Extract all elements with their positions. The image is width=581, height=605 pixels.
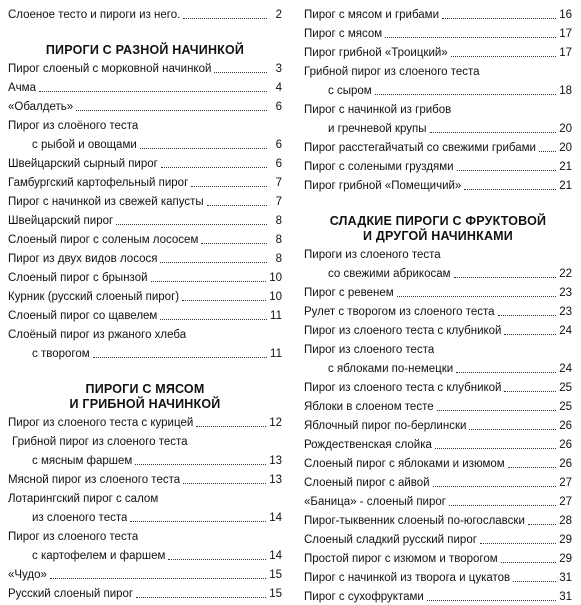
toc-entry	[304, 175, 572, 194]
toc-entry-title: с рыбой и овощами	[32, 139, 137, 151]
toc-entry	[8, 96, 282, 115]
toc-entry	[304, 548, 572, 567]
toc-entry-page: 23	[559, 306, 572, 318]
toc-entry-title: Слоеный пирог со щавелем	[8, 310, 158, 322]
toc-entry	[304, 301, 572, 320]
toc-list	[304, 4, 572, 194]
toc-entry-title: «Чудо»	[8, 569, 47, 581]
toc-entry	[304, 567, 572, 586]
toc-entry-page: 3	[275, 63, 282, 75]
toc-entry-page: 22	[559, 268, 572, 280]
toc-entry	[8, 191, 282, 210]
toc-entry	[304, 156, 572, 175]
leader-dots	[456, 372, 556, 373]
toc-entry-page: 24	[559, 325, 572, 337]
leader-dots	[191, 186, 267, 187]
leader-dots	[160, 319, 267, 320]
toc-entry-title: с сыром	[328, 85, 372, 97]
toc-entry	[8, 412, 282, 431]
spacer	[8, 362, 282, 382]
toc-entry	[8, 564, 282, 583]
toc-entry-title: и гречневой крупы	[328, 123, 427, 135]
toc-entry-page: 16	[559, 9, 572, 21]
toc-entry	[8, 4, 282, 23]
toc-entry-page: 7	[275, 196, 282, 208]
toc-entry-title: Яблочный пирог по-берлински	[304, 420, 467, 432]
toc-entry-page: 8	[275, 253, 282, 265]
toc-entry-title: Грибной пирог из слоеного теста	[304, 66, 480, 78]
toc-entry-title: «Баница» - слоеный пирог	[304, 496, 446, 508]
toc-list	[8, 58, 282, 362]
toc-entry-page: 20	[559, 123, 572, 135]
toc-entry-page: 17	[559, 47, 572, 59]
leader-dots	[207, 205, 267, 206]
toc-entry-page: 24	[559, 363, 572, 375]
leader-dots	[449, 505, 556, 506]
toc-entry-page: 26	[559, 420, 572, 432]
toc-entry	[8, 58, 282, 77]
toc-entry-title: Грибной пирог из слоеного теста	[12, 436, 188, 448]
toc-entry	[8, 583, 282, 602]
leader-dots	[469, 429, 556, 430]
leader-dots	[182, 300, 266, 301]
toc-entry-title: Яблоки в слоеном тесте	[304, 401, 434, 413]
toc-entry-page: 15	[269, 569, 282, 581]
toc-entry-page: 27	[559, 496, 572, 508]
toc-entry-title: Пирог из слоеного теста с клубникой	[304, 325, 502, 337]
toc-entry	[8, 286, 282, 305]
toc-entry-title: Лотарингский пирог с салом	[8, 493, 159, 505]
toc-entry-page: 8	[275, 215, 282, 227]
toc-entry-page: 15	[269, 588, 282, 600]
leader-dots	[50, 578, 266, 579]
leader-dots	[214, 72, 267, 73]
toc-entry-page: 6	[275, 139, 282, 151]
toc-entry	[8, 324, 282, 343]
toc-entry	[304, 23, 572, 42]
leader-dots	[375, 94, 557, 95]
toc-entry-title: с мясным фаршем	[32, 455, 133, 467]
toc-entry-title: Мясной пирог из слоеного теста	[8, 474, 181, 486]
toc-entry	[304, 510, 572, 529]
toc-entry	[8, 545, 282, 564]
toc-entry-title: Гамбургский картофельный пирог	[8, 177, 189, 189]
leader-dots	[168, 559, 266, 560]
section-title: ПИРОГИ С РАЗНОЙ НАЧИНКОЙ	[45, 43, 245, 57]
leader-dots	[160, 262, 267, 263]
toc-entry-title: Пирог грибной «Троицкий»	[304, 47, 448, 59]
toc-entry	[304, 377, 572, 396]
toc-entry	[304, 99, 572, 118]
leader-dots	[508, 467, 556, 468]
toc-entry-title: из слоеного теста	[32, 512, 128, 524]
toc-entry-title: Слоеный сладкий русский пирог	[304, 534, 477, 546]
toc-entry	[304, 320, 572, 339]
toc-entry-page: 7	[275, 177, 282, 189]
leader-dots	[93, 357, 267, 358]
toc-entry-title: Швейцарский сырный пирог	[8, 158, 158, 170]
toc-entry-page: 29	[559, 553, 572, 565]
toc-entry	[304, 434, 572, 453]
toc-entry-title: Слоеный пирог с айвой	[304, 477, 430, 489]
toc-entry	[8, 267, 282, 286]
leader-dots	[480, 543, 556, 544]
leader-dots	[427, 600, 556, 601]
toc-entry	[8, 172, 282, 191]
toc-entry	[304, 529, 572, 548]
toc-entry	[8, 134, 282, 153]
toc-entry-page: 6	[275, 158, 282, 170]
leader-dots	[397, 296, 557, 297]
toc-entry	[304, 4, 572, 23]
toc-entry	[304, 42, 572, 61]
section-title: И ГРИБНОЙ НАЧИНКОЙ	[69, 397, 221, 411]
toc-entry	[8, 343, 282, 362]
toc-entry-title: «Обалдеть»	[8, 101, 74, 113]
toc-entry-title: Рулет с творогом из слоеного теста	[304, 306, 495, 318]
leader-dots	[76, 110, 267, 111]
toc-entry	[8, 77, 282, 96]
toc-entry-page: 8	[275, 234, 282, 246]
toc-entry	[8, 488, 282, 507]
toc-entry-page: 31	[559, 591, 572, 603]
spacer	[8, 23, 282, 43]
toc-entry-page: 20	[559, 142, 572, 154]
leader-dots	[433, 486, 557, 487]
leader-dots	[201, 243, 267, 244]
section-title: ПИРОГИ С МЯСОМ	[85, 382, 205, 396]
toc-entry-page: 26	[559, 439, 572, 451]
leader-dots	[135, 464, 266, 465]
toc-entry-title: Курник (русский слоеный пирог)	[8, 291, 180, 303]
toc-entry-page: 4	[275, 82, 282, 94]
toc-entry-page: 18	[559, 85, 572, 97]
toc-entry-page: 21	[559, 180, 572, 192]
toc-entry	[8, 153, 282, 172]
toc-entry-title: со свежими абрикосам	[328, 268, 451, 280]
toc-entry-title: Пирог с начинкой из свежей капусты	[8, 196, 204, 208]
toc-entry-title: Пирог с начинкой из творога и цукатов	[304, 572, 511, 584]
toc-entry-title: с творогом	[32, 348, 90, 360]
toc-entry-page: 12	[269, 417, 282, 429]
toc-entry-title: Слоеный пирог с брынзой	[8, 272, 148, 284]
toc-entry-title: Пирог с начинкой из грибов	[304, 104, 452, 116]
toc-entry-page: 25	[559, 382, 572, 394]
toc-entry-title: Пирог с солеными груздями	[304, 161, 454, 173]
toc-entry	[304, 491, 572, 510]
toc-list	[8, 412, 282, 602]
toc-entry-page: 10	[269, 272, 282, 284]
toc-entry	[304, 453, 572, 472]
toc-entry-page: 10	[269, 291, 282, 303]
leader-dots	[498, 315, 557, 316]
leader-dots	[196, 426, 266, 427]
toc-entry-title: Пирог из двух видов лосося	[8, 253, 158, 265]
leader-dots	[136, 597, 266, 598]
toc-entry-page: 11	[270, 310, 282, 322]
toc-entry-title: Пирог расстегайчатый со свежими грибами	[304, 142, 536, 154]
leader-dots	[457, 170, 557, 171]
leader-dots	[539, 151, 556, 152]
leader-dots	[430, 132, 557, 133]
toc-entry-title: Пирог грибной «Помещичий»	[304, 180, 462, 192]
leader-dots	[504, 391, 556, 392]
toc-entry	[304, 137, 572, 156]
toc-entry	[304, 282, 572, 301]
leader-dots	[437, 410, 557, 411]
toc-entry-page: 28	[559, 515, 572, 527]
leader-dots	[454, 277, 557, 278]
leader-dots	[39, 91, 267, 92]
toc-entry-title: Пирог слоеный с морковной начинкой	[8, 63, 212, 75]
toc-entry-title: Пирог с ревенем	[304, 287, 394, 299]
toc-entry	[8, 526, 282, 545]
toc-entry	[304, 61, 572, 80]
toc-entry-title: Слоеный пирог с соленым лососем	[8, 234, 199, 246]
toc-entry	[8, 450, 282, 469]
toc-entry-title: Пирог из слоеного теста	[304, 344, 435, 356]
toc-entry-title: Слоёный пирог из ржаного хлеба	[8, 329, 187, 341]
toc-entry-title: Пирог из слоеного теста	[8, 531, 139, 543]
toc-entry	[304, 244, 572, 263]
leader-dots	[161, 167, 267, 168]
toc-entry-page: 25	[559, 401, 572, 413]
toc-entry-page: 2	[275, 9, 282, 21]
toc-entry-title: Ачма	[8, 82, 36, 94]
toc-entry-page: 21	[559, 161, 572, 173]
toc-entry	[8, 431, 282, 450]
toc-entry-title: Пирог с мясом и грибами	[304, 9, 440, 21]
toc-entry-title: Пирог из слоеного теста с клубникой	[304, 382, 502, 394]
toc-entry-page: 29	[559, 534, 572, 546]
toc-entry	[8, 305, 282, 324]
toc-entry-page: 11	[270, 348, 282, 360]
toc-entry	[304, 339, 572, 358]
toc-entry	[8, 229, 282, 248]
toc-entry	[8, 248, 282, 267]
toc-entry	[8, 469, 282, 488]
toc-entry	[8, 115, 282, 134]
toc-entry-page: 6	[275, 101, 282, 113]
leader-dots	[513, 581, 556, 582]
toc-entry	[304, 472, 572, 491]
section-title: СЛАДКИЕ ПИРОГИ С ФРУКТОВОЙ	[329, 214, 547, 228]
toc-entry-title: Пирог из слоёного теста	[8, 120, 139, 132]
toc-entry	[304, 80, 572, 99]
toc-entry-title: Пирог с сухофруктами	[304, 591, 424, 603]
leader-dots	[501, 562, 557, 563]
toc-entry-title: Слоеное тесто и пироги из него.	[8, 9, 181, 21]
leader-dots	[183, 483, 266, 484]
toc-entry	[8, 210, 282, 229]
toc-entry-page: 13	[269, 474, 282, 486]
toc-entry	[304, 118, 572, 137]
spacer	[304, 194, 572, 214]
toc-entry-page: 14	[269, 550, 282, 562]
toc-entry-title: с картофелем и фаршем	[32, 550, 166, 562]
toc-entry-title: Пироги из слоеного теста	[304, 249, 441, 261]
leader-dots	[151, 281, 267, 282]
toc-entry-title: с яблоками по-немецки	[328, 363, 454, 375]
toc-list	[304, 244, 572, 605]
toc-entry	[304, 358, 572, 377]
toc-entry-page: 26	[559, 458, 572, 470]
toc-entry-title: Слоеный пирог с яблоками и изюмом	[304, 458, 505, 470]
toc-entry	[304, 263, 572, 282]
toc-column-right	[304, 4, 572, 605]
leader-dots	[442, 18, 556, 19]
leader-dots	[385, 37, 556, 38]
toc-entry	[304, 586, 572, 605]
toc-entry-title: Пирог с мясом	[304, 28, 383, 40]
toc-entry-title: Рождественская слойка	[304, 439, 432, 451]
leader-dots	[116, 224, 267, 225]
toc-entry-page: 31	[559, 572, 572, 584]
leader-dots	[528, 524, 556, 525]
toc-entry-title: Пирог-тыквенник слоеный по-югославски	[304, 515, 525, 527]
toc-entry	[304, 396, 572, 415]
leader-dots	[130, 521, 266, 522]
leader-dots	[435, 448, 556, 449]
toc-entry-title: Швейцарский пирог	[8, 215, 114, 227]
toc-entry	[8, 507, 282, 526]
toc-entry-page: 27	[559, 477, 572, 489]
leader-dots	[183, 18, 267, 19]
leader-dots	[451, 56, 557, 57]
leader-dots	[464, 189, 556, 190]
toc-entry-page: 23	[559, 287, 572, 299]
toc-entry-title: Пирог из слоеного теста с курицей	[8, 417, 194, 429]
toc-entry	[304, 415, 572, 434]
section-title: И ДРУГОЙ НАЧИНКАМИ	[363, 229, 513, 243]
toc-entry-page: 17	[559, 28, 572, 40]
toc-entry-title: Простой пирог с изюмом и творогом	[304, 553, 498, 565]
toc-entry-page: 14	[269, 512, 282, 524]
toc-entry-title: Русский слоеный пирог	[8, 588, 134, 600]
toc-column-left	[8, 4, 282, 602]
leader-dots	[504, 334, 556, 335]
leader-dots	[140, 148, 267, 149]
toc-entry-page: 13	[269, 455, 282, 467]
